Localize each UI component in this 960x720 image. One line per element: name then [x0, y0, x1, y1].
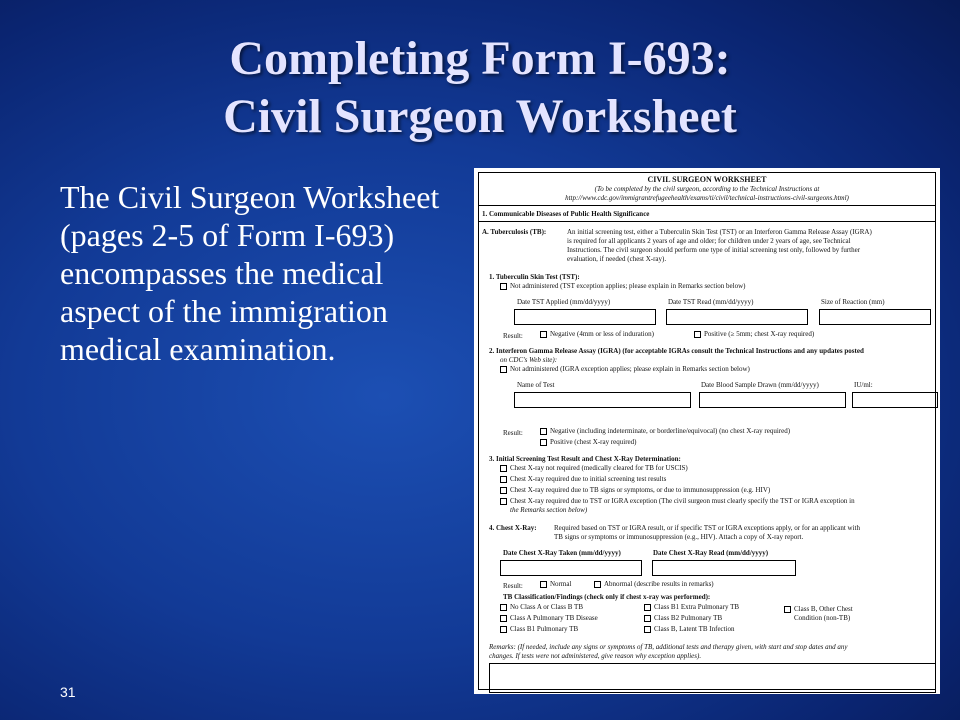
tb-class-7-label-a: Class B, Other Chest	[794, 605, 853, 613]
section-1-title: 1. Communicable Diseases of Public Health Significance	[482, 210, 650, 218]
slide-title	[0, 30, 960, 146]
tb-class-1-checkbox[interactable]	[500, 604, 507, 611]
tb-class-4-checkbox[interactable]	[644, 604, 651, 611]
tb-text-3: Instructions. The civil surgeon should perform one type of initial screening test only, followed by further	[567, 246, 861, 254]
form-frame	[478, 172, 936, 690]
form-subheading-2: http://www.cdc.gov/immigrantrefugeehealth/exams/ti/civil/technical-instructions-civil-surgeons.html)	[565, 194, 849, 202]
tst-date-read-label: Date TST Read (mm/dd/yyyy)	[668, 298, 754, 306]
tb-label: A. Tuberculosis (TB):	[482, 228, 547, 236]
result-label: Result:	[503, 582, 523, 590]
xray-read-label: Date Chest X-Ray Read (mm/dd/yyyy)	[653, 549, 769, 557]
result-label: Result:	[503, 332, 523, 340]
tst-positive-checkbox[interactable]	[694, 331, 701, 338]
tst-not-administered-checkbox[interactable]	[500, 283, 507, 290]
igra-iu-label: IU/ml:	[854, 381, 873, 389]
isr-option-1-checkbox[interactable]	[500, 465, 507, 472]
tb-class-4-label: Class B1 Extra Pulmonary TB	[654, 603, 740, 611]
igra-negative-checkbox[interactable]	[540, 428, 547, 435]
isr-option-3-checkbox[interactable]	[500, 487, 507, 494]
slide-number: 31	[60, 684, 76, 700]
xray-text-2: TB signs or symptoms or immunosuppression (e.g., HIV). Attach a copy of X-ray report.	[554, 533, 804, 541]
igra-date-label: Date Blood Sample Drawn (mm/dd/yyyy)	[701, 381, 819, 389]
igra-positive-label: Positive (chest X-ray required)	[550, 438, 637, 446]
isr-option-4-label-b: the Remarks section below)	[510, 506, 588, 514]
igra-negative-label: Negative (including indeterminate, or borderline/equivocal) (no chest X-ray required)	[550, 427, 791, 435]
igra-not-administered-label: Not administered (IGRA exception applies; please explain in Remarks section below)	[510, 365, 750, 373]
title-line-2: Civil Surgeon Worksheet	[223, 90, 737, 143]
xray-text-1: Required based on TST or IGRA result, or if specific TST or IGRA exceptions apply, or for an applicant with	[554, 524, 860, 532]
tst-title: 1. Tuberculin Skin Test (TST):	[489, 273, 580, 281]
tst-negative-label: Negative (4mm or less of induration)	[550, 330, 655, 338]
xray-read-field[interactable]	[652, 560, 796, 576]
igra-iu-field[interactable]	[852, 392, 938, 408]
tb-class-2-label: Class A Pulmonary TB Disease	[510, 614, 598, 622]
igra-test-name-field[interactable]	[514, 392, 691, 408]
divider	[479, 205, 935, 206]
tst-date-applied-field[interactable]	[514, 309, 656, 325]
xray-taken-label: Date Chest X-Ray Taken (mm/dd/yyyy)	[503, 549, 621, 557]
isr-option-2-checkbox[interactable]	[500, 476, 507, 483]
tb-classification-title: TB Classification/Findings (check only if chest x-ray was performed):	[503, 593, 711, 601]
xray-normal-checkbox[interactable]	[540, 581, 547, 588]
tst-date-read-field[interactable]	[666, 309, 808, 325]
isr-option-4-label-a: Chest X-ray required due to TST or IGRA exception (The civil surgeon must clearly specify the TST or IGRA exception in	[510, 497, 855, 505]
igra-title-1: 2. Interferon Gamma Release Assay (IGRA) (for acceptable IGRAs consult the Technical Instructions and any updates posted	[489, 347, 864, 355]
isr-option-1-label: Chest X-ray not required (medically cleared for TB for USCIS)	[510, 464, 688, 472]
tb-class-5-label: Class B2 Pulmonary TB	[654, 614, 723, 622]
divider	[479, 221, 935, 222]
tb-class-3-label: Class B1 Pulmonary TB	[510, 625, 579, 633]
tst-size-field[interactable]	[819, 309, 931, 325]
remarks-text-2: changes. If tests were not administered, give reason why exception applies).	[489, 652, 702, 660]
tst-size-label: Size of Reaction (mm)	[821, 298, 885, 306]
tb-class-3-checkbox[interactable]	[500, 626, 507, 633]
tb-class-7-checkbox[interactable]	[784, 606, 791, 613]
result-label: Result:	[503, 429, 523, 437]
remarks-field[interactable]	[489, 663, 936, 693]
isr-option-3-label: Chest X-ray required due to TB signs or symptoms, or due to immunosuppression (e.g. HIV)	[510, 486, 771, 494]
isr-option-2-label: Chest X-ray required due to initial screening test results	[510, 475, 667, 483]
isr-option-4-checkbox[interactable]	[500, 498, 507, 505]
igra-not-administered-checkbox[interactable]	[500, 366, 507, 373]
isr-title: 3. Initial Screening Test Result and Chest X-Ray Determination:	[489, 455, 681, 463]
tb-text-2: is required for all applicants 2 years of age and older; for children under 2 years of age, see Technical	[567, 237, 851, 245]
tb-class-6-label: Class B, Latent TB Infection	[654, 625, 735, 633]
igra-date-field[interactable]	[699, 392, 846, 408]
igra-title-2: on CDC's Web site):	[500, 356, 558, 364]
remarks-text-1: Remarks: (If needed, include any signs or symptoms of TB, additional tests and therapy given, with start and stop dates and any	[489, 643, 848, 651]
xray-taken-field[interactable]	[500, 560, 642, 576]
xray-label: 4. Chest X-Ray:	[489, 524, 537, 532]
title-line-1: Completing Form I-693:	[229, 32, 731, 85]
tb-class-5-checkbox[interactable]	[644, 615, 651, 622]
form-subheading-1: (To be completed by the civil surgeon, according to the Technical Instructions at	[594, 185, 820, 193]
tst-negative-checkbox[interactable]	[540, 331, 547, 338]
tb-class-6-checkbox[interactable]	[644, 626, 651, 633]
body-text: The Civil Surgeon Worksheet (pages 2-5 of Form I-693) encompasses the medical aspect of the immigration medical examination.	[60, 179, 440, 367]
xray-normal-label: Normal	[550, 580, 572, 588]
tst-positive-label: Positive (≥ 5mm; chest X-ray required)	[704, 330, 815, 338]
tst-not-administered-label: Not administered (TST exception applies; please explain in Remarks section below)	[510, 282, 746, 290]
form-heading: CIVIL SURGEON WORKSHEET	[647, 175, 767, 184]
xray-abnormal-label: Abnormal (describe results in remarks)	[604, 580, 714, 588]
igra-positive-checkbox[interactable]	[540, 439, 547, 446]
tb-class-2-checkbox[interactable]	[500, 615, 507, 622]
xray-abnormal-checkbox[interactable]	[594, 581, 601, 588]
form-image	[474, 168, 940, 694]
tb-text-1: An initial screening test, either a Tuberculin Skin Test (TST) or an Interferon Gamma Release Assay (IGRA)	[567, 228, 872, 236]
igra-test-name-label: Name of Test	[517, 381, 555, 389]
tb-class-7-label-b: Condition (non-TB)	[794, 614, 851, 622]
tb-class-1-label: No Class A or Class B TB	[510, 603, 583, 611]
tb-text-4: evaluation, if needed (chest X-ray).	[567, 255, 667, 263]
tst-date-applied-label: Date TST Applied (mm/dd/yyyy)	[517, 298, 611, 306]
